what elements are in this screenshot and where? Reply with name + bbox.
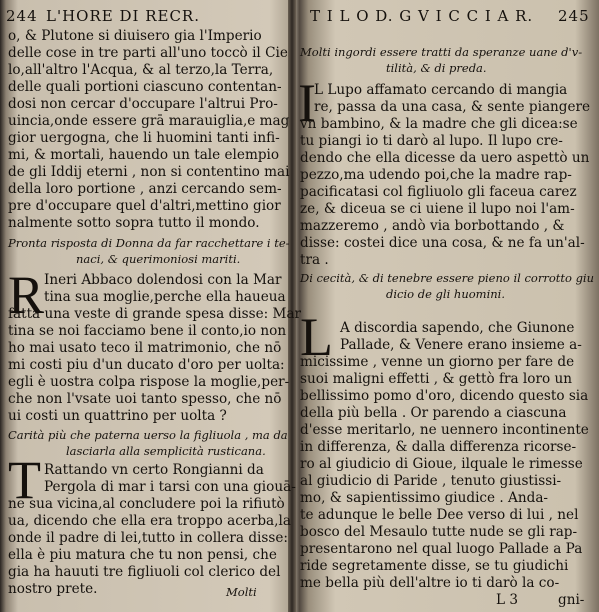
text-line: disse: costei dice una cosa, & ne fa un'al- — [300, 235, 585, 251]
text-line: ze, & diceua se ci uiene il lupo noi l'am- — [300, 201, 575, 217]
drop-cap: R — [8, 265, 45, 325]
text-line: te adunque le belle Dee verso di lui , nel — [300, 507, 579, 523]
text-line: vn bambino, & la madre che gli dicea:se — [300, 116, 578, 132]
text-line: uincia,onde essere grā marauiglia,e mag — [8, 113, 290, 129]
text-line: tra . — [300, 252, 329, 268]
text-line: della loro portione , anzi cercando sem- — [8, 181, 282, 197]
text-line: Rattando vn certo Rongianni da — [44, 462, 264, 478]
drop-cap: T — [8, 450, 41, 510]
text-line: ro al giudicio di Gioue, ilquale le rimesse — [300, 456, 583, 472]
text-line: ella è piu matura che tu non pensi, che — [8, 547, 277, 563]
text-line: A discordia sapendo, che Giunone — [340, 320, 575, 336]
text-line: che non l'vsate uoi tanto spesso, che nō — [8, 391, 282, 407]
section-heading: Carità più che paterna uerso la figliuola , ma da — [8, 428, 288, 442]
left-running-head: L'HORE DI RECR. — [46, 7, 200, 25]
text-line: al giudicio di Paride , tenuto giustissi- — [300, 473, 562, 489]
text-line: presentarono nel qual luogo Pallade a Pa — [300, 541, 583, 557]
right-page — [296, 0, 596, 612]
text-line: in differenza, & dalla differenza ricorse- — [300, 439, 577, 455]
text-line: pacificatasi col figliuolo gli faceua carez — [300, 184, 577, 200]
section-heading: Molti ingordi essere tratti da speranze uane d'v- — [300, 45, 583, 59]
text-line: ne sua vicina,al concludere poi la rifiutò — [8, 496, 285, 512]
drop-cap: L — [300, 307, 333, 367]
text-line: mazzeremo , andò via borbottando , & — [300, 218, 565, 234]
section-heading: lasciarla alla semplicità rusticana. — [66, 444, 266, 458]
section-heading: Di cecità, & di tenebre essere pieno il corrotto giu — [300, 271, 595, 285]
text-line: dosi non cercar d'occupare l'altrui Pro- — [8, 96, 278, 112]
text-line: delle cose in tre parti all'uno toccò il Cie — [8, 45, 288, 61]
text-line: me bella più dell'altre io ti darò la co- — [300, 575, 560, 591]
text-line: delle quali portioni ciascuno contentan- — [8, 79, 282, 95]
text-line: lo,all'altro l'Acqua, & al terzo,la Terra, — [8, 62, 274, 78]
section-heading: dicio de gli huomini. — [386, 287, 505, 301]
text-line: gia ha hauuti tre figliuoli col clerico del — [8, 564, 281, 580]
signature-mark: L 3 — [496, 592, 518, 608]
text-line: suoi maligni effetti , & gettò fra loro un — [300, 371, 572, 387]
text-line: micissime , venne un giorno per fare de — [300, 354, 575, 370]
text-line: nostro prete. — [8, 581, 98, 597]
drop-cap: I — [298, 73, 316, 133]
text-line: nalmente sotto sopra tutto il mondo. — [8, 215, 260, 231]
text-line: pezzo,ma udendo poi,che la madre rap- — [300, 167, 572, 183]
left-page-number: 244 — [6, 7, 38, 25]
text-line: dendo che ella dicesse da uero aspettò un — [300, 150, 590, 166]
right-page-number: 245 — [558, 7, 590, 25]
text-line: pre d'occupare quel d'altri,mettino gior — [8, 198, 281, 214]
right-running-head: T I L O D. G V I C C I A R. — [310, 7, 534, 25]
text-line: mi, & mortali, hauendo un tale elempio — [8, 147, 280, 163]
text-line: bellissimo pomo d'oro, dicendo questo sia — [300, 388, 589, 404]
text-line: bosco del Mesaulo tutte nude se gli rap- — [300, 524, 578, 540]
section-heading: naci, & querimoniosi mariti. — [76, 252, 241, 266]
text-line: ua, dicendo che ella era troppo acerba,la — [8, 513, 291, 529]
text-line: Pallade, & Venere erano insieme a- — [340, 337, 582, 353]
text-line: L Lupo affamato cercando di mangia — [314, 82, 568, 98]
text-line: egli è uostra colpa rispose la moglie,per- — [8, 374, 290, 390]
text-line: ride segretamente disse, se tu giudichi — [300, 558, 569, 574]
catchword: gni- — [558, 592, 585, 608]
text-line: della più bella . Or parendo a ciascuna — [300, 405, 567, 421]
text-line: re, passa da una casa, & sente piangere — [314, 99, 591, 115]
text-line: onde il padre di lei,tutto in collera disse: — [8, 530, 288, 546]
text-line: mi costi piu d'un ducato d'oro per uolta: — [8, 357, 285, 373]
text-line: fatta una veste di grande spesa disse: Mar — [8, 306, 302, 322]
text-line: tu piangi io ti darò al lupo. Il lupo cre- — [300, 133, 563, 149]
text-line: de gli Iddij eterni , non si contentino mai — [8, 164, 290, 180]
text-line: ui costi un quattrino per uolta ? — [8, 408, 227, 424]
text-line: Ineri Abbaco dolendosi con la Mar — [44, 272, 282, 288]
text-line: gior uergogna, che li huomini tanti infi- — [8, 130, 280, 146]
text-line: tina se noi facciamo bene il conto,io non — [8, 323, 287, 339]
text-line: o, & Plutone si diuisero gia l'Imperio — [8, 28, 262, 44]
text-line: Pergola di mar i tarsi con una giouā- — [44, 479, 296, 495]
catchword: Molti — [226, 585, 257, 599]
left-page — [6, 0, 302, 612]
text-line: d'esse meritarlo, ne uennero incontinente — [300, 422, 589, 438]
section-heading: tilità, & di preda. — [386, 61, 487, 75]
text-line: mo, & sapientissimo giudice . Anda- — [300, 490, 549, 506]
section-heading: Pronta risposta di Donna da far racchettare i te- — [8, 236, 290, 250]
text-line: tina sua moglie,perche ella haueua — [44, 289, 286, 305]
text-line: ho mai usato teco il matrimonio, che nō — [8, 340, 282, 356]
